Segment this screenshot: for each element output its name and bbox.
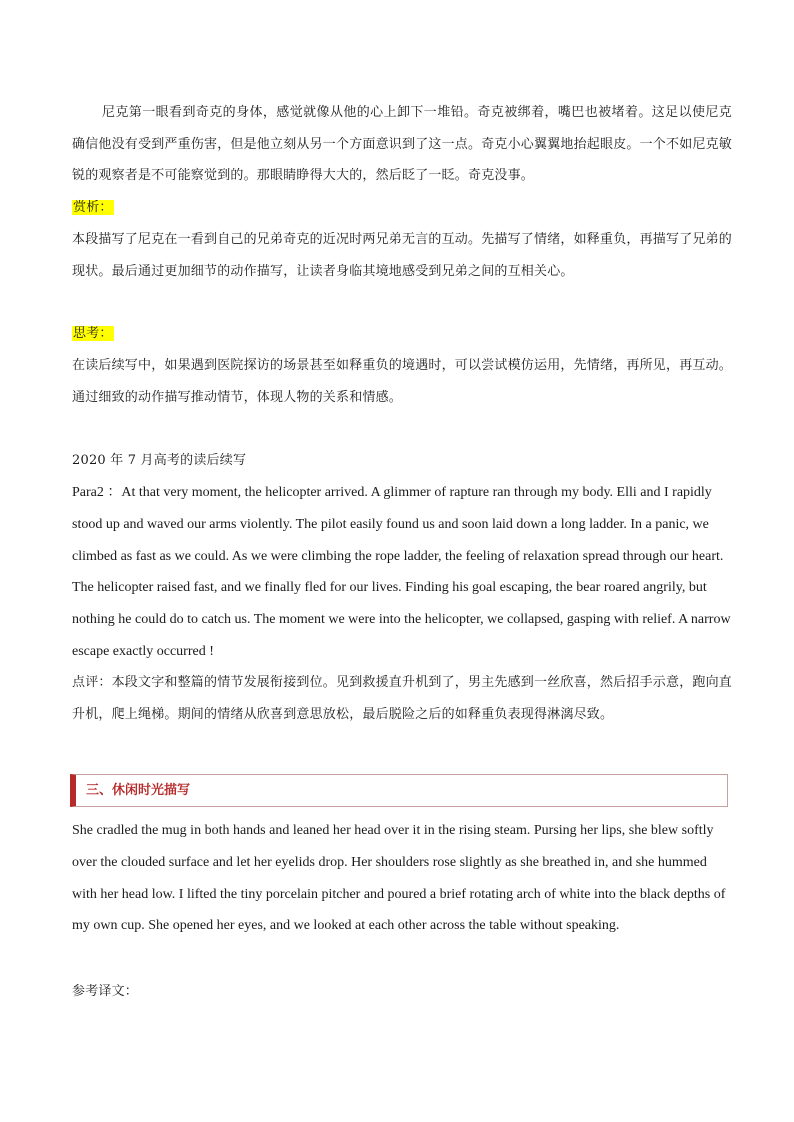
appreciation-label: 赏析： <box>73 200 113 215</box>
leisure-paragraph: She cradled the mug in both hands and leaned her head over it in the rising steam. Pursing her lips, she blew softly over the clouded surface and let her eyelids drop. Her shoulders rose slightly as she breathed in, and she hummed with her head low. I lifted the tiny porcelain pitcher and poured a brief rotating arch of white into the black depths of my own cup. She opened her eyes, and we looked at each other across the table without speaking. <box>72 823 726 934</box>
intro-paragraph: 尼克第一眼看到奇克的身体，感觉就像从他的心上卸下一堆铅。奇克被绑着，嘴巴也被堵着。这足以使尼克确信他没有受到严重伤害，但是他立刻从另一个方面意识到了这一点。奇克小心翼翼地抬起眼皮。一个不如尼克敏锐的观察者是不可能察觉到的。那眼睛睁得大大的，然后眨了一眨。奇克没事。 <box>72 105 733 183</box>
appreciation-text: 本段描写了尼克在一看到自己的兄弟奇克的近况时两兄弟无言的互动。先描写了情绪，如释重负，再描写了兄弟的现状。最后通过更加细节的动作描写，让读者身临其境地感受到兄弟之间的互相关心。 <box>72 232 733 279</box>
para2-text: Para2 ：At that very moment, the helicopter arrived. A glimmer of rapture ran through my body. Elli and I rapidly stood up and waved our arms violently. The pilot easily found us and soon laid down a long ladder. In a panic, we climbed as fast as we could. As we were climbing the rope ladder, the feeling of relaxation spread through our heart. The helicopter raised fast, and we finally fled for our lives. Finding his goal escaping, the bear roared angrily, but nothing he could do to catch us. The moment we were into the helicopter, we collapsed, gasping with relief. A narrow escape exactly occurred ! <box>72 485 731 659</box>
reference-label: 参考译文： <box>72 984 139 999</box>
section-heading: 三、休闲时光描写 <box>86 783 191 798</box>
thinking-label: 思考： <box>73 326 113 341</box>
appreciation-label-line <box>72 192 732 224</box>
section-heading-box <box>70 774 728 807</box>
exam-title: 2020 年 7 月高考的读后续写 <box>72 453 247 468</box>
thinking-label-line <box>72 318 732 350</box>
thinking-text: 在读后续写中，如果遇到医院探访的场景甚至如释重负的境遇时，可以尝试模仿运用，先情绪，再所见，再互动。通过细致的动作描写推动情节，体现人物的关系和情感。 <box>72 358 733 405</box>
comment-text: 点评：本段文字和整篇的情节发展衔接到位。见到救援直升机到了，男主先感到一丝欣喜，然后招手示意，跑向直升机，爬上绳梯。期间的情绪从欣喜到意思放松，最后脱险之后的如释重负表现得淋漓尽致。 <box>72 675 733 722</box>
